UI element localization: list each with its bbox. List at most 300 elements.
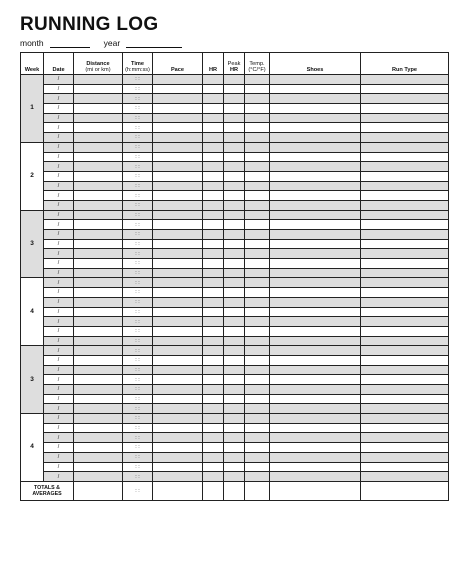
- peak-hr-cell[interactable]: [224, 336, 245, 346]
- time-cell[interactable]: : :: [123, 385, 153, 395]
- time-cell[interactable]: : :: [123, 452, 153, 462]
- time-cell[interactable]: : :: [123, 142, 153, 152]
- pace-cell[interactable]: [153, 433, 203, 443]
- shoes-cell[interactable]: [270, 181, 361, 191]
- temp-cell[interactable]: [245, 404, 270, 414]
- hr-cell[interactable]: [203, 75, 224, 85]
- month-field[interactable]: [50, 38, 90, 48]
- date-cell[interactable]: /: [44, 433, 74, 443]
- run-type-cell[interactable]: [361, 200, 449, 210]
- temp-cell[interactable]: [245, 268, 270, 278]
- pace-cell[interactable]: [153, 171, 203, 181]
- pace-cell[interactable]: [153, 75, 203, 85]
- shoes-cell[interactable]: [270, 210, 361, 220]
- temp-cell[interactable]: [245, 123, 270, 133]
- temp-cell[interactable]: [245, 259, 270, 269]
- shoes-cell[interactable]: [270, 404, 361, 414]
- temp-cell[interactable]: [245, 443, 270, 453]
- hr-cell[interactable]: [203, 307, 224, 317]
- date-cell[interactable]: /: [44, 385, 74, 395]
- peak-hr-cell[interactable]: [224, 84, 245, 94]
- run-type-cell[interactable]: [361, 181, 449, 191]
- time-cell[interactable]: : :: [123, 278, 153, 288]
- temp-cell[interactable]: [245, 394, 270, 404]
- date-cell[interactable]: /: [44, 278, 74, 288]
- temp-cell[interactable]: [245, 297, 270, 307]
- hr-cell[interactable]: [203, 104, 224, 114]
- avg-pace-cell[interactable]: [153, 481, 203, 500]
- date-cell[interactable]: /: [44, 259, 74, 269]
- pace-cell[interactable]: [153, 191, 203, 201]
- hr-cell[interactable]: [203, 84, 224, 94]
- distance-cell[interactable]: [74, 268, 123, 278]
- date-cell[interactable]: /: [44, 104, 74, 114]
- hr-cell[interactable]: [203, 326, 224, 336]
- shoes-cell[interactable]: [270, 230, 361, 240]
- hr-cell[interactable]: [203, 142, 224, 152]
- temp-cell[interactable]: [245, 133, 270, 143]
- temp-cell[interactable]: [245, 220, 270, 230]
- shoes-cell[interactable]: [270, 472, 361, 482]
- distance-cell[interactable]: [74, 414, 123, 424]
- date-cell[interactable]: /: [44, 200, 74, 210]
- shoes-cell[interactable]: [270, 249, 361, 259]
- date-cell[interactable]: /: [44, 346, 74, 356]
- distance-cell[interactable]: [74, 249, 123, 259]
- hr-cell[interactable]: [203, 268, 224, 278]
- pace-cell[interactable]: [153, 104, 203, 114]
- peak-hr-cell[interactable]: [224, 162, 245, 172]
- temp-cell[interactable]: [245, 472, 270, 482]
- peak-hr-cell[interactable]: [224, 181, 245, 191]
- run-type-cell[interactable]: [361, 404, 449, 414]
- date-cell[interactable]: /: [44, 404, 74, 414]
- run-type-cell[interactable]: [361, 385, 449, 395]
- distance-cell[interactable]: [74, 385, 123, 395]
- temp-cell[interactable]: [245, 452, 270, 462]
- date-cell[interactable]: /: [44, 239, 74, 249]
- distance-cell[interactable]: [74, 355, 123, 365]
- distance-cell[interactable]: [74, 452, 123, 462]
- distance-cell[interactable]: [74, 75, 123, 85]
- pace-cell[interactable]: [153, 94, 203, 104]
- shoes-cell[interactable]: [270, 259, 361, 269]
- pace-cell[interactable]: [153, 365, 203, 375]
- date-cell[interactable]: /: [44, 191, 74, 201]
- temp-cell[interactable]: [245, 142, 270, 152]
- distance-cell[interactable]: [74, 239, 123, 249]
- date-cell[interactable]: /: [44, 394, 74, 404]
- temp-cell[interactable]: [245, 307, 270, 317]
- shoes-cell[interactable]: [270, 123, 361, 133]
- time-cell[interactable]: : :: [123, 220, 153, 230]
- time-cell[interactable]: : :: [123, 414, 153, 424]
- shoes-cell[interactable]: [270, 317, 361, 327]
- year-field[interactable]: [126, 38, 182, 48]
- time-cell[interactable]: : :: [123, 375, 153, 385]
- shoes-cell[interactable]: [270, 355, 361, 365]
- temp-cell[interactable]: [245, 249, 270, 259]
- shoes-cell[interactable]: [270, 142, 361, 152]
- peak-hr-cell[interactable]: [224, 462, 245, 472]
- time-cell[interactable]: : :: [123, 472, 153, 482]
- shoes-cell[interactable]: [270, 113, 361, 123]
- date-cell[interactable]: /: [44, 181, 74, 191]
- pace-cell[interactable]: [153, 181, 203, 191]
- hr-cell[interactable]: [203, 394, 224, 404]
- temp-cell[interactable]: [245, 191, 270, 201]
- run-type-cell[interactable]: [361, 113, 449, 123]
- shoes-cell[interactable]: [270, 443, 361, 453]
- hr-cell[interactable]: [203, 452, 224, 462]
- distance-cell[interactable]: [74, 336, 123, 346]
- hr-cell[interactable]: [203, 152, 224, 162]
- peak-hr-cell[interactable]: [224, 423, 245, 433]
- peak-hr-cell[interactable]: [224, 307, 245, 317]
- date-cell[interactable]: /: [44, 94, 74, 104]
- shoes-cell[interactable]: [270, 220, 361, 230]
- time-cell[interactable]: : :: [123, 443, 153, 453]
- date-cell[interactable]: /: [44, 297, 74, 307]
- run-type-cell[interactable]: [361, 278, 449, 288]
- temp-cell[interactable]: [245, 104, 270, 114]
- hr-cell[interactable]: [203, 239, 224, 249]
- time-cell[interactable]: : :: [123, 307, 153, 317]
- time-cell[interactable]: : :: [123, 191, 153, 201]
- hr-cell[interactable]: [203, 317, 224, 327]
- run-type-cell[interactable]: [361, 336, 449, 346]
- hr-cell[interactable]: [203, 200, 224, 210]
- temp-cell[interactable]: [245, 210, 270, 220]
- shoes-cell[interactable]: [270, 414, 361, 424]
- run-type-cell[interactable]: [361, 133, 449, 143]
- peak-hr-cell[interactable]: [224, 385, 245, 395]
- date-cell[interactable]: /: [44, 375, 74, 385]
- peak-hr-cell[interactable]: [224, 191, 245, 201]
- date-cell[interactable]: /: [44, 414, 74, 424]
- hr-cell[interactable]: [203, 181, 224, 191]
- temp-cell[interactable]: [245, 317, 270, 327]
- hr-cell[interactable]: [203, 414, 224, 424]
- time-cell[interactable]: : :: [123, 394, 153, 404]
- time-cell[interactable]: : :: [123, 423, 153, 433]
- run-type-cell[interactable]: [361, 297, 449, 307]
- run-type-cell[interactable]: [361, 414, 449, 424]
- temp-cell[interactable]: [245, 355, 270, 365]
- shoes-cell[interactable]: [270, 452, 361, 462]
- run-type-cell[interactable]: [361, 326, 449, 336]
- shoes-cell[interactable]: [270, 346, 361, 356]
- temp-cell[interactable]: [245, 336, 270, 346]
- distance-cell[interactable]: [74, 181, 123, 191]
- run-type-cell[interactable]: [361, 375, 449, 385]
- date-cell[interactable]: /: [44, 452, 74, 462]
- time-cell[interactable]: : :: [123, 75, 153, 85]
- run-type-cell[interactable]: [361, 123, 449, 133]
- time-cell[interactable]: : :: [123, 210, 153, 220]
- peak-hr-cell[interactable]: [224, 365, 245, 375]
- distance-cell[interactable]: [74, 113, 123, 123]
- run-type-cell[interactable]: [361, 288, 449, 298]
- date-cell[interactable]: /: [44, 423, 74, 433]
- run-type-cell[interactable]: [361, 472, 449, 482]
- shoes-cell[interactable]: [270, 75, 361, 85]
- run-type-cell[interactable]: [361, 239, 449, 249]
- run-type-cell[interactable]: [361, 162, 449, 172]
- pace-cell[interactable]: [153, 133, 203, 143]
- temp-cell[interactable]: [245, 113, 270, 123]
- pace-cell[interactable]: [153, 278, 203, 288]
- date-cell[interactable]: /: [44, 84, 74, 94]
- time-cell[interactable]: : :: [123, 230, 153, 240]
- distance-cell[interactable]: [74, 278, 123, 288]
- hr-cell[interactable]: [203, 249, 224, 259]
- pace-cell[interactable]: [153, 84, 203, 94]
- date-cell[interactable]: /: [44, 210, 74, 220]
- pace-cell[interactable]: [153, 210, 203, 220]
- run-type-cell[interactable]: [361, 423, 449, 433]
- hr-cell[interactable]: [203, 355, 224, 365]
- peak-hr-cell[interactable]: [224, 346, 245, 356]
- pace-cell[interactable]: [153, 462, 203, 472]
- peak-hr-cell[interactable]: [224, 152, 245, 162]
- time-cell[interactable]: : :: [123, 326, 153, 336]
- distance-cell[interactable]: [74, 94, 123, 104]
- date-cell[interactable]: /: [44, 220, 74, 230]
- time-cell[interactable]: : :: [123, 365, 153, 375]
- hr-cell[interactable]: [203, 113, 224, 123]
- hr-cell[interactable]: [203, 423, 224, 433]
- temp-cell[interactable]: [245, 288, 270, 298]
- peak-hr-cell[interactable]: [224, 472, 245, 482]
- distance-cell[interactable]: [74, 326, 123, 336]
- time-cell[interactable]: : :: [123, 259, 153, 269]
- date-cell[interactable]: /: [44, 249, 74, 259]
- shoes-cell[interactable]: [270, 433, 361, 443]
- pace-cell[interactable]: [153, 123, 203, 133]
- pace-cell[interactable]: [153, 230, 203, 240]
- pace-cell[interactable]: [153, 162, 203, 172]
- run-type-cell[interactable]: [361, 268, 449, 278]
- date-cell[interactable]: /: [44, 288, 74, 298]
- peak-hr-cell[interactable]: [224, 404, 245, 414]
- peak-hr-cell[interactable]: [224, 268, 245, 278]
- hr-cell[interactable]: [203, 123, 224, 133]
- temp-cell[interactable]: [245, 94, 270, 104]
- hr-cell[interactable]: [203, 171, 224, 181]
- run-type-cell[interactable]: [361, 171, 449, 181]
- time-cell[interactable]: : :: [123, 404, 153, 414]
- temp-cell[interactable]: [245, 278, 270, 288]
- shoes-cell[interactable]: [270, 104, 361, 114]
- run-type-cell[interactable]: [361, 346, 449, 356]
- date-cell[interactable]: /: [44, 307, 74, 317]
- distance-cell[interactable]: [74, 375, 123, 385]
- date-cell[interactable]: /: [44, 462, 74, 472]
- date-cell[interactable]: /: [44, 317, 74, 327]
- distance-cell[interactable]: [74, 210, 123, 220]
- pace-cell[interactable]: [153, 414, 203, 424]
- time-cell[interactable]: : :: [123, 336, 153, 346]
- pace-cell[interactable]: [153, 113, 203, 123]
- date-cell[interactable]: /: [44, 75, 74, 85]
- temp-cell[interactable]: [245, 365, 270, 375]
- peak-hr-cell[interactable]: [224, 278, 245, 288]
- distance-cell[interactable]: [74, 346, 123, 356]
- peak-hr-cell[interactable]: [224, 220, 245, 230]
- hr-cell[interactable]: [203, 385, 224, 395]
- peak-hr-cell[interactable]: [224, 123, 245, 133]
- shoes-cell[interactable]: [270, 297, 361, 307]
- shoes-cell[interactable]: [270, 307, 361, 317]
- peak-hr-cell[interactable]: [224, 94, 245, 104]
- temp-cell[interactable]: [245, 152, 270, 162]
- time-cell[interactable]: : :: [123, 133, 153, 143]
- distance-cell[interactable]: [74, 443, 123, 453]
- hr-cell[interactable]: [203, 297, 224, 307]
- run-type-cell[interactable]: [361, 259, 449, 269]
- peak-hr-cell[interactable]: [224, 433, 245, 443]
- distance-cell[interactable]: [74, 220, 123, 230]
- hr-cell[interactable]: [203, 210, 224, 220]
- date-cell[interactable]: /: [44, 162, 74, 172]
- distance-cell[interactable]: [74, 142, 123, 152]
- temp-cell[interactable]: [245, 75, 270, 85]
- pace-cell[interactable]: [153, 423, 203, 433]
- hr-cell[interactable]: [203, 230, 224, 240]
- distance-cell[interactable]: [74, 171, 123, 181]
- time-cell[interactable]: : :: [123, 113, 153, 123]
- run-type-cell[interactable]: [361, 84, 449, 94]
- distance-cell[interactable]: [74, 317, 123, 327]
- total-shoes-cell[interactable]: [270, 481, 361, 500]
- run-type-cell[interactable]: [361, 433, 449, 443]
- peak-hr-cell[interactable]: [224, 259, 245, 269]
- distance-cell[interactable]: [74, 152, 123, 162]
- total-run-type-cell[interactable]: [361, 481, 449, 500]
- temp-cell[interactable]: [245, 423, 270, 433]
- distance-cell[interactable]: [74, 133, 123, 143]
- pace-cell[interactable]: [153, 220, 203, 230]
- shoes-cell[interactable]: [270, 200, 361, 210]
- temp-cell[interactable]: [245, 239, 270, 249]
- peak-hr-cell[interactable]: [224, 375, 245, 385]
- peak-hr-cell[interactable]: [224, 355, 245, 365]
- temp-cell[interactable]: [245, 414, 270, 424]
- shoes-cell[interactable]: [270, 162, 361, 172]
- shoes-cell[interactable]: [270, 94, 361, 104]
- shoes-cell[interactable]: [270, 191, 361, 201]
- run-type-cell[interactable]: [361, 220, 449, 230]
- time-cell[interactable]: : :: [123, 268, 153, 278]
- peak-hr-cell[interactable]: [224, 443, 245, 453]
- distance-cell[interactable]: [74, 84, 123, 94]
- hr-cell[interactable]: [203, 94, 224, 104]
- hr-cell[interactable]: [203, 336, 224, 346]
- hr-cell[interactable]: [203, 259, 224, 269]
- shoes-cell[interactable]: [270, 278, 361, 288]
- date-cell[interactable]: /: [44, 113, 74, 123]
- time-cell[interactable]: : :: [123, 355, 153, 365]
- peak-hr-cell[interactable]: [224, 104, 245, 114]
- shoes-cell[interactable]: [270, 288, 361, 298]
- shoes-cell[interactable]: [270, 385, 361, 395]
- run-type-cell[interactable]: [361, 142, 449, 152]
- time-cell[interactable]: : :: [123, 84, 153, 94]
- temp-cell[interactable]: [245, 84, 270, 94]
- temp-cell[interactable]: [245, 230, 270, 240]
- distance-cell[interactable]: [74, 200, 123, 210]
- hr-cell[interactable]: [203, 365, 224, 375]
- time-cell[interactable]: : :: [123, 346, 153, 356]
- total-distance-cell[interactable]: [74, 481, 123, 500]
- distance-cell[interactable]: [74, 365, 123, 375]
- temp-cell[interactable]: [245, 385, 270, 395]
- run-type-cell[interactable]: [361, 317, 449, 327]
- time-cell[interactable]: : :: [123, 162, 153, 172]
- run-type-cell[interactable]: [361, 152, 449, 162]
- time-cell[interactable]: : :: [123, 171, 153, 181]
- run-type-cell[interactable]: [361, 104, 449, 114]
- run-type-cell[interactable]: [361, 355, 449, 365]
- pace-cell[interactable]: [153, 355, 203, 365]
- peak-hr-cell[interactable]: [224, 200, 245, 210]
- pace-cell[interactable]: [153, 142, 203, 152]
- distance-cell[interactable]: [74, 297, 123, 307]
- shoes-cell[interactable]: [270, 152, 361, 162]
- peak-hr-cell[interactable]: [224, 171, 245, 181]
- time-cell[interactable]: : :: [123, 152, 153, 162]
- avg-hr-cell[interactable]: [203, 481, 224, 500]
- hr-cell[interactable]: [203, 375, 224, 385]
- pace-cell[interactable]: [153, 394, 203, 404]
- peak-hr-cell[interactable]: [224, 239, 245, 249]
- shoes-cell[interactable]: [270, 394, 361, 404]
- time-cell[interactable]: : :: [123, 433, 153, 443]
- avg-peak-hr-cell[interactable]: [224, 481, 245, 500]
- pace-cell[interactable]: [153, 326, 203, 336]
- peak-hr-cell[interactable]: [224, 113, 245, 123]
- date-cell[interactable]: /: [44, 336, 74, 346]
- temp-cell[interactable]: [245, 433, 270, 443]
- temp-cell[interactable]: [245, 326, 270, 336]
- shoes-cell[interactable]: [270, 171, 361, 181]
- time-cell[interactable]: : :: [123, 181, 153, 191]
- time-cell[interactable]: : :: [123, 288, 153, 298]
- hr-cell[interactable]: [203, 133, 224, 143]
- run-type-cell[interactable]: [361, 452, 449, 462]
- pace-cell[interactable]: [153, 385, 203, 395]
- distance-cell[interactable]: [74, 191, 123, 201]
- date-cell[interactable]: /: [44, 171, 74, 181]
- date-cell[interactable]: /: [44, 268, 74, 278]
- date-cell[interactable]: /: [44, 142, 74, 152]
- run-type-cell[interactable]: [361, 230, 449, 240]
- run-type-cell[interactable]: [361, 462, 449, 472]
- run-type-cell[interactable]: [361, 394, 449, 404]
- run-type-cell[interactable]: [361, 75, 449, 85]
- run-type-cell[interactable]: [361, 94, 449, 104]
- peak-hr-cell[interactable]: [224, 288, 245, 298]
- run-type-cell[interactable]: [361, 249, 449, 259]
- pace-cell[interactable]: [153, 249, 203, 259]
- hr-cell[interactable]: [203, 404, 224, 414]
- peak-hr-cell[interactable]: [224, 326, 245, 336]
- pace-cell[interactable]: [153, 404, 203, 414]
- time-cell[interactable]: : :: [123, 94, 153, 104]
- date-cell[interactable]: /: [44, 152, 74, 162]
- pace-cell[interactable]: [153, 288, 203, 298]
